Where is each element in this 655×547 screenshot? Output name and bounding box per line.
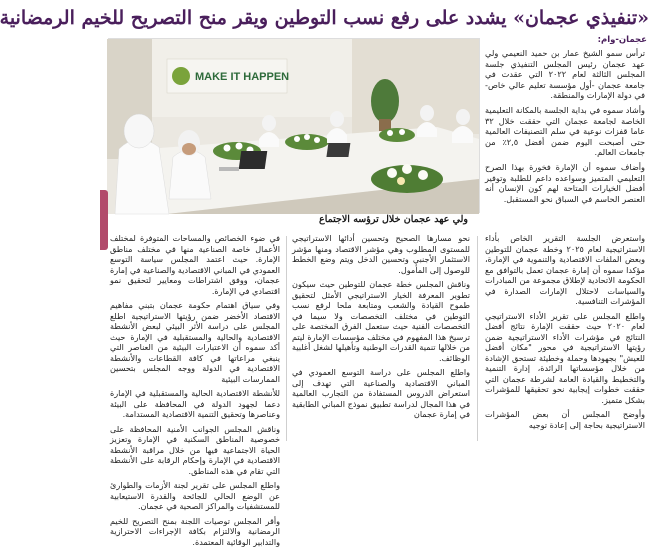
body-paragraph: واطلع المجلس على تقرير الأداء الاستراتيجي لعام ٢٠٢٠ حيث حققت الإمارة نتائج أفضل النتائج في مؤشرات الأداء الاستراتيجية ضمن رؤيتها الاستراتيجية في محور "مكان أفضل للعيش" بجهودها وحملة وخطيئة تستحق الإشادة من خلال مؤسساتها الرائدة، إدارة التنمية والتخطيط والقيادة العامة لشرطة عجمان التي حققت خطوات إيجابية نحو تحقيقها للمؤشرات بشكل متميز. [485,311,645,406]
article-headline: «تنفيذي عجمان» يشدد على رفع نسب التوطين ويقر منح التصريح للخيم الرمضانية [104,4,649,32]
body-column-1 [485,233,645,451]
body-paragraph: في ضوء الخصائص والمساحات المتوفرة لمختلف الأعمال خاصة الصناعية منها في مختلف مناطق الإمارة. حيث اعتمد المجلس سياسة التوسع العمودي في المباني الاقتصادية والصناعية في إمارة عجمان، ووفق اشتراطات ومعايير لتحقيق نمو اقتصادي في الإمارة. [110,233,280,296]
body-paragraph: وناقش المجلس الجوانب الأمنية المحافظة على خصوصية المناطق السكنية في الإمارة وتعزيز الحياة الاجتماعية فيها من خلال مراقبة الأنشطة الاقتصادية في الإمارة وإحكام الرقابة على الأنشطة التي تقام في هذه المناطق. [110,424,280,477]
article-intro-column [485,48,645,230]
article-body [106,228,645,448]
intro-paragraph: ترأس سمو الشيخ عمار بن حميد النعيمي ولي عهد عجمان رئيس المجلس التنفيذي جلسة المجلس الثالثة لعام ٢٠٢٢ التي عقدت في جامعة عجمان -أول مؤسسة تعليم عالي خاص- في دولة الإمارات والمنطقة. [485,48,645,101]
body-paragraph: وفي سياق اهتمام حكومة عجمان بتبني مفاهيم الاقتصاد الأخضر ضمن رؤيتها الاستراتيجية اطلع المجلس على دراسة الأثر البيئي لبعض الأنشطة الاقتصادية والحالية والمستقبلية في الإمارة حيث أكد سموه أن الاعتبارات البيئية من العناصر التي ينبغي مراعاتها في كافة القطاعات والأنشطة الاقتصادية في الدولة ووجه المجلس بتحسين الممارسات البيئية [110,300,280,384]
body-column-2 [292,233,470,451]
body-column-3 [110,233,280,451]
body-paragraph: واستعرض الجلسة التقرير الخاص بأداء الاستراتيجية لعام ٢٠٢٥ وخطة عجمان للتوطين وبعض الملفات الاقتصادية والتنموية في الإمارة، مؤكدا سموه أن إمارة عجمان تعمل بالتوافق مع الحكومة الاتحادية لإطلاق مجموعة من المبادرات والسياسات لاحتلال الإمارات الصدارة في المؤشرات التنافسية. [485,233,645,307]
banner-text: MAKE IT HAPPEN [195,71,289,83]
article-photo [108,38,480,213]
body-paragraph: وأقر المجلس توصيات اللجنة بمنح التصريح للخيم الرمضانية والالتزام بكافة الإجراءات الاحترازية والتدابير الوقائية المعتمدة. [110,516,280,547]
newspaper-page [98,0,655,450]
intro-paragraph: وأشاد سموه في بداية الجلسة بالمكانة التعليمية الخاصة لجامعة عجمان التي حققت خلال ٣٢ عاما قفزات نوعية في سلم التصنيفات العالمية حتى أصبحت اليوم ضمن أفضل ٢,٥٪ من جامعات العالم. [485,105,645,158]
column-divider [477,236,478,441]
body-paragraph: نحو مسارها الصحيح وتحسين أدائها الاستراتيجي للمستوى المطلوب وهي مؤشر الاقتصاد ومنها مؤشر الاستثمار الأجنبي وتحسين الدخل ويتم وضع الخطط للوصول إلى المأمول. [292,233,470,275]
column-divider [286,236,287,441]
intro-paragraph: وأضاف سموه أن الإمارة فخورة بهذا الصرح التعليمي المتميز وسواعده داعم للطلبة وتوفير أفضل الخيارات المتاحة لهم كون الإنسان أنه العنصر الحاسم في السباق نحو المستقبل. [485,162,645,204]
article-byline: عجمان-وام: [598,35,647,45]
meeting-photo-illustration [107,39,479,214]
body-paragraph: للأنشطة الاقتصادية الحالية والمستقبلية في الإمارة دعما لجهود الدولة في المحافظة على البيئة وعناصرها وتحقيق التنمية الاقتصادية المستدامة. [110,388,280,420]
body-paragraph: واطلع المجلس على تقرير لجنة الأزمات والطوارئ عن الوضع الحالي للجائحة والقدرة الاستيعابية للمستشفيات والمراكز الصحية في عجمان. [110,480,280,512]
body-paragraph: وأوضح المجلس أن بعض المؤشرات الاستراتيجية بحاجة إلى إعادة توجيه [485,409,645,430]
photo-caption: ولي عهد عجمان خلال ترؤسه الاجتماع [138,214,468,225]
body-paragraph: وناقش المجلس خطة عجمان للتوطين حيث سيكون تطوير المعرفة الخيار الاستراتيجي الأمثل لتحقيق طموح القيادة والشعب ومتابعة ملحا لرفع نسب التوطين في مختلف التخصصات ولا سيما في التخصصات الفنية حيث ستعمل الفرق المختصة على ترسيخ هذا المفهوم في مختلف مؤسسات الإمارة ليتم من خلالها تنمية القدرات الوطنية وتأهيلها لشغل أغلبية الوظائف. [292,279,470,363]
body-paragraph: واطلع المجلس على دراسة التوسع العمودي في المباني الاقتصادية والصناعية التي تهدف إلى استعراض الدروس المستفادة من التجارب العالمية في هذا المجال لدراسة تطبيق نموذج المباني الطابقية في إمارة عجمان [292,367,470,420]
